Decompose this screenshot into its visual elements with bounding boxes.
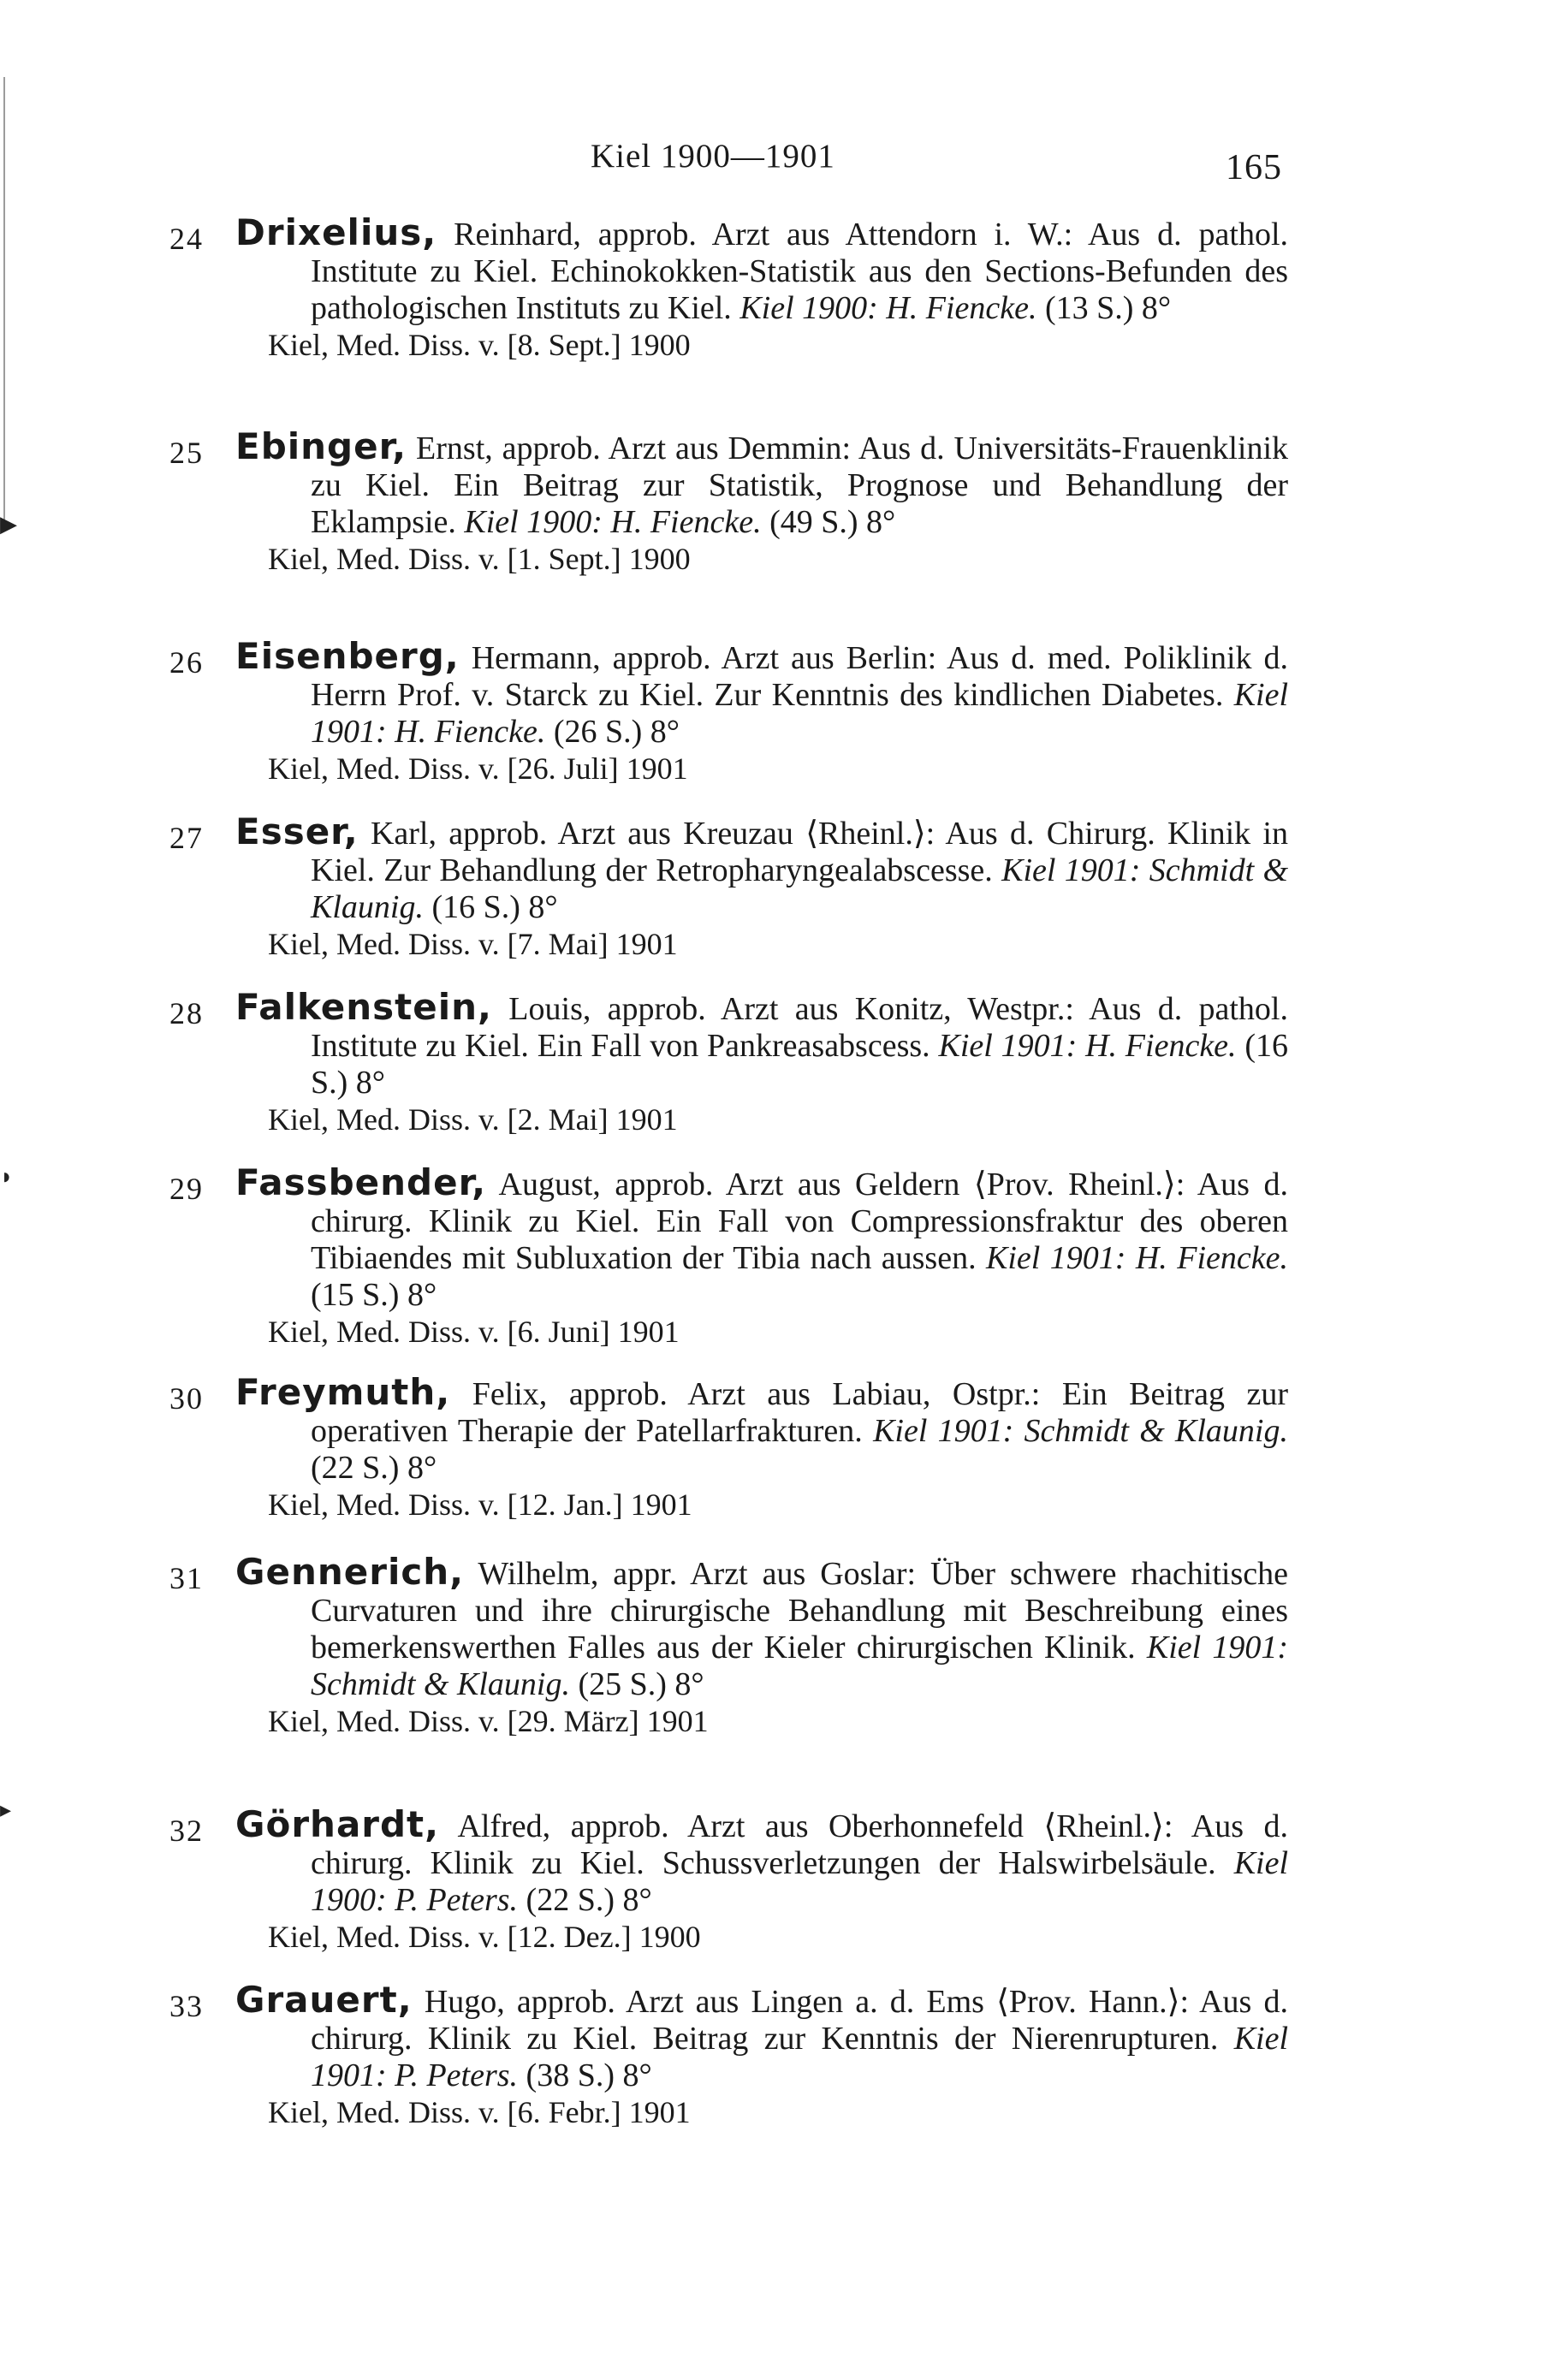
entry-number: 28: [169, 996, 204, 1030]
dissertation-note: Kiel, Med. Diss. v. [6. Juni] 1901: [268, 1315, 680, 1349]
entry-imprint: Kiel 1900: H. Fiencke.: [739, 290, 1037, 326]
entry-imprint: Kiel 1900: H. Fiencke.: [464, 504, 762, 540]
entry-text: [235, 425, 1288, 578]
entry-extent: (16 S.) 8°: [423, 889, 558, 925]
running-head: Kiel 1900—1901: [591, 138, 835, 175]
entry-number: 26: [169, 645, 204, 680]
entry-description: Alfred, approb. Arzt aus Oberhonnefeld ⟨Rheinl.⟩: Aus d. chirurg. Klinik zu Kiel. Schussverletzungen der Halswirbelsäule.: [311, 1808, 1288, 1881]
entry-text: [235, 211, 1288, 364]
entry-number: 33: [169, 1989, 204, 2023]
dissertation-note: Kiel, Med. Diss. v. [12. Jan.] 1901: [268, 1487, 692, 1522]
entry-description: Louis, approb. Arzt aus Konitz, Westpr.: Aus d. pathol. Institute zu Kiel. Ein Fall von Pankreasabscess.: [311, 991, 1288, 1064]
scan-edge-line: [3, 77, 5, 522]
entry-number: 25: [169, 436, 204, 470]
entry-imprint: Kiel 1901: H. Fiencke.: [986, 1240, 1288, 1276]
entry-text: [235, 1981, 1288, 2131]
author-name: Freymuth,: [235, 1371, 451, 1413]
entry-description: Felix, approb. Arzt aus Labiau, Ostpr.: Ein Beitrag zur operativen Therapie der Patellarfrakturen.: [311, 1376, 1288, 1449]
dissertation-note: Kiel, Med. Diss. v. [1. Sept.] 1900: [268, 542, 691, 576]
entry-number: 30: [169, 1381, 204, 1416]
dissertation-note: Kiel, Med. Diss. v. [29. März] 1901: [268, 1704, 709, 1738]
dissertation-note: Kiel, Med. Diss. v. [2. Mai] 1901: [268, 1102, 678, 1137]
entry-description: Reinhard, approb. Arzt aus Attendorn i. W.: Aus d. pathol. Institute zu Kiel. Echinokokken-Statistik aus den Sections-Befunden des pathologischen Instituts zu Kiel.: [311, 217, 1288, 326]
dissertation-note: Kiel, Med. Diss. v. [8. Sept.] 1900: [268, 328, 691, 362]
scan-edge-mark: ▸: [0, 1797, 12, 1822]
author-name: Drixelius,: [235, 211, 437, 253]
entry-extent: (16 S.) 8°: [311, 1028, 1289, 1101]
dissertation-note: Kiel, Med. Diss. v. [6. Febr.] 1901: [268, 2095, 691, 2129]
entry-description: Karl, approb. Arzt aus Kreuzau ⟨Rheinl.⟩: Aus d. Chirurg. Klinik in Kiel. Zur Behandlung der Retropharyngealabscesse.: [311, 816, 1288, 888]
entry-extent: (38 S.) 8°: [518, 2057, 652, 2093]
entry-imprint: Kiel 1901: Schmidt & Klaunig.: [311, 852, 1289, 925]
entry-text: [235, 1553, 1288, 1740]
entry-text: [235, 635, 1289, 787]
entry-imprint: Kiel 1901: P. Peters.: [311, 2021, 1289, 2093]
author-name: Gennerich,: [235, 1551, 465, 1593]
entry-extent: (22 S.) 8°: [518, 1882, 652, 1918]
entry-extent: (25 S.) 8°: [569, 1666, 704, 1702]
dissertation-note: Kiel, Med. Diss. v. [7. Mai] 1901: [268, 927, 678, 961]
entry-number: 27: [169, 821, 204, 855]
entry-extent: (15 S.) 8°: [311, 1277, 437, 1313]
author-name: Esser,: [235, 810, 359, 852]
entry-description: Wilhelm, appr. Arzt aus Goslar: Über schwere rhachitische Curvaturen und ihre chirurgische Behandlung mit Beschreibung eines bemerkenswerthen Falles aus der Kieler chirurgischen Klinik.: [311, 1556, 1288, 1665]
author-name: Grauert,: [235, 1979, 413, 2021]
entry-text: [235, 986, 1289, 1138]
author-name: Eisenberg,: [235, 635, 460, 677]
author-name: Falkenstein,: [235, 986, 492, 1028]
dissertation-note: Kiel, Med. Diss. v. [26. Juli] 1901: [268, 751, 688, 786]
author-name: Fassbender,: [235, 1161, 487, 1203]
entry-imprint: Kiel 1901: H. Fiencke.: [938, 1028, 1237, 1064]
entry-text: [235, 1371, 1288, 1523]
author-name: Görhardt,: [235, 1803, 440, 1845]
entry-description: Hermann, approb. Arzt aus Berlin: Aus d. med. Poliklinik d. Herrn Prof. v. Starck zu Kiel. Zur Kenntnis des kindlichen Diabetes.: [311, 640, 1288, 713]
entry-extent: (26 S.) 8°: [545, 714, 680, 750]
entry-text: [235, 1161, 1288, 1351]
entry-number: 29: [169, 1172, 204, 1206]
scan-edge-mark: ▶: [0, 512, 17, 537]
author-name: Ebinger,: [235, 425, 407, 467]
entry-number: 31: [169, 1561, 204, 1595]
entry-imprint: Kiel 1900: P. Peters.: [311, 1845, 1289, 1918]
entry-text: [235, 1803, 1289, 1956]
dissertation-note: Kiel, Med. Diss. v. [12. Dez.] 1900: [268, 1920, 701, 1954]
entry-description: August, approb. Arzt aus Geldern ⟨Prov. Rheinl.⟩: Aus d. chirurg. Klinik zu Kiel. Ein Fall von Compressionsfraktur des oberen Tibiaendes mit Subluxation der Tibia nach aussen.: [311, 1167, 1288, 1276]
page-number: 165: [1226, 148, 1282, 187]
entry-text: [235, 810, 1289, 963]
entry-description: Ernst, approb. Arzt aus Demmin: Aus d. Universitäts-Frauenklinik zu Kiel. Ein Beitrag zur Statistik, Prognose und Behandlung der Eklampsie.: [311, 430, 1288, 540]
entry-extent: (22 S.) 8°: [311, 1450, 437, 1486]
entry-imprint: Kiel 1901: Schmidt & Klaunig.: [311, 1630, 1288, 1702]
entry-extent: (13 S.) 8°: [1036, 290, 1172, 326]
scan-edge-mark: ◗: [0, 1164, 14, 1189]
entry-imprint: Kiel 1901: Schmidt & Klaunig.: [873, 1413, 1288, 1449]
entry-description: Hugo, approb. Arzt aus Lingen a. d. Ems ⟨Prov. Hann.⟩: Aus d. chirurg. Klinik zu Kiel. Beitrag zur Kenntnis der Nierenrupturen.: [311, 1984, 1288, 2057]
entry-imprint: Kiel 1901: H. Fiencke.: [311, 677, 1289, 750]
entry-extent: (49 S.) 8°: [761, 504, 896, 540]
entry-number: 32: [169, 1814, 204, 1848]
entry-number: 24: [169, 222, 204, 256]
